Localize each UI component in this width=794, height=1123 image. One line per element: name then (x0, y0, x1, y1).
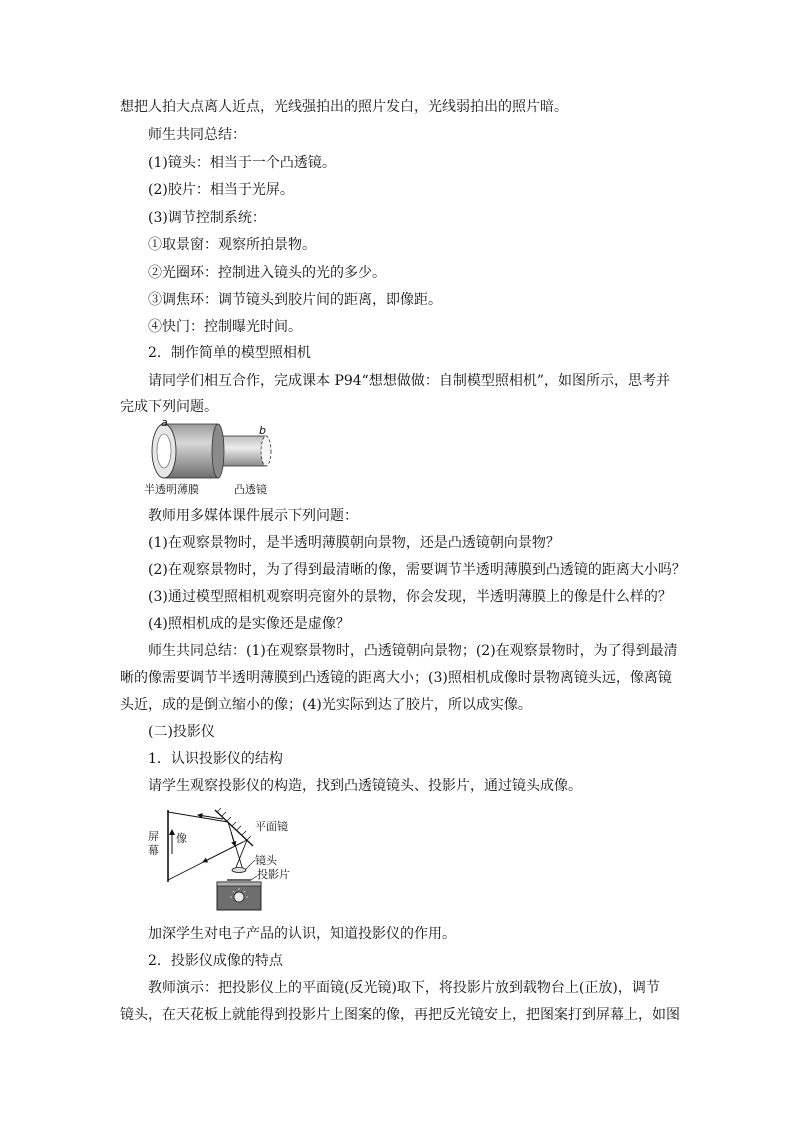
paragraph-line: 完成下列问题。 (120, 399, 218, 415)
lamp-icon (234, 892, 244, 902)
paragraph-line: ①取景窗：观察所拍景物。 (148, 237, 316, 253)
paragraph-line: (1)镜头：相当于一个凸透镜。 (148, 155, 336, 171)
label-slide: 投影片 (257, 868, 290, 881)
paragraph-line: (1)在观察景物时，是半透明薄膜朝向景物，还是凸透镜朝向景物？ (148, 535, 560, 551)
section-heading: 2．制作简单的模型照相机 (148, 345, 311, 361)
projector-lens (232, 868, 246, 873)
label-film: 半透明薄膜 (144, 483, 199, 496)
label-image: 像 (176, 832, 187, 845)
paragraph-line: 晰的像需要调节半透明薄膜到凸透镜的距离大小；(3)照相机成像时景物离镜头远，像离镜 (120, 670, 672, 686)
paragraph-line: 教师演示：把投影仪上的平面镜(反光镜)取下，将投影片放到载物台上(正放)，调节 (148, 980, 660, 996)
paragraph-line: 师生共同总结：(1)在观察景物时，凸透镜朝向景物；(2)在观察景物时，为了得到最清 (148, 643, 678, 659)
projector-figure (143, 802, 303, 914)
paragraph-line: (3)调节控制系统： (148, 210, 266, 226)
label-b: b (259, 424, 266, 437)
section-heading: (二)投影仪 (148, 724, 215, 740)
label-mirror: 平面镜 (255, 820, 288, 833)
paragraph-line: (2)在观察景物时，为了得到最清晰的像，需要调节半透明薄膜到凸透镜的距离大小吗？ (148, 562, 686, 578)
paragraph-line: 加深学生对电子产品的认识，知道投影仪的作用。 (148, 926, 456, 942)
paragraph-line: 头近，成的是倒立缩小的像；(4)光实际到达了胶片，所以成实像。 (120, 697, 532, 713)
label-lens: 镜头 (255, 854, 277, 867)
paragraph-line: (2)胶片：相当于光屏。 (148, 182, 294, 198)
label-screen-bottom: 幕 (148, 844, 159, 857)
section-heading: 1．认识投影仪的结构 (148, 751, 283, 767)
paragraph-line: (4)照相机成的是实像还是虚像？ (148, 616, 350, 632)
section-heading: 2．投影仪成像的特点 (148, 953, 283, 969)
label-lens: 凸透镜 (234, 483, 267, 496)
paragraph-line: 教师用多媒体课件展示下列问题： (148, 508, 358, 524)
lens-end (261, 436, 271, 466)
model-camera-figure (142, 418, 282, 498)
paragraph-line: 镜头，在天花板上就能得到投影片上图案的像，再把反光镜安上，把图案打到屏幕上，如图 (120, 1007, 680, 1023)
paragraph-line: 请同学们相互合作，完成课本 P94“想想做做：自制模型照相机”，如图所示，思考并 (148, 373, 670, 389)
paragraph-line: 请学生观察投影仪的构造，找到凸透镜镜头、投影片，通过镜头成像。 (148, 778, 582, 794)
paragraph-line: ③调焦环：调节镜头到胶片间的距离，即像距。 (148, 292, 442, 308)
paragraph-line: 师生共同总结： (148, 127, 246, 143)
paragraph-line: ②光圈环：控制进入镜头的光的多少。 (148, 265, 386, 281)
label-screen-top: 屏 (148, 830, 159, 843)
label-a: a (161, 418, 168, 429)
paragraph-line: (3)通过模型照相机观察明亮窗外的景物，你会发现，半透明薄膜上的像是什么样的？ (148, 589, 672, 605)
paragraph-line: 想把人拍大点离人近点，光线强拍出的照片发白，光线弱拍出的照片暗。 (120, 99, 568, 115)
paragraph-line: ④快门：控制曝光时间。 (148, 319, 302, 335)
